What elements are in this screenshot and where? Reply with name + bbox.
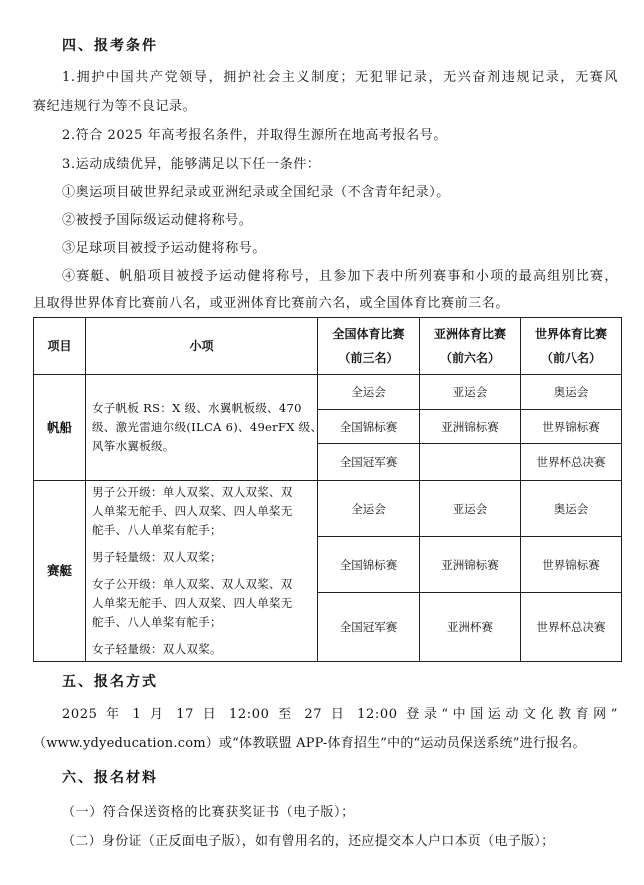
section-5-heading: 五、报名方式	[62, 674, 158, 690]
option-4-line-2: 且取得世界体育比赛前八名，或亚洲体育比赛前六名，或全国体育比赛前三名。	[33, 296, 510, 311]
header-project: 项目	[34, 318, 86, 375]
sailing-world-1: 奥运会	[521, 375, 622, 410]
sailing-national-3: 全国冠军赛	[318, 444, 420, 481]
rowing-asian-2: 亚洲锦标赛	[420, 537, 521, 593]
project-sailing: 帆船	[34, 375, 86, 481]
sailing-world-3: 世界杯总决赛	[521, 444, 622, 481]
sailing-item-line: 风筝水翼板级。	[92, 439, 175, 453]
option-2: ②被授予国际级运动健将称号。	[62, 213, 253, 228]
option-3: ③足球项目被授予运动健将称号。	[62, 241, 267, 256]
section-6-heading: 六、报名材料	[62, 770, 158, 786]
header-asian-rank: （前六名）	[439, 351, 500, 365]
sailing-items	[86, 375, 323, 481]
rowing-national-1: 全运会	[318, 481, 420, 537]
option-4-line-1: ④赛艇、帆船项目被授予运动健将称号，且参加下表中所列赛事和小项的最高组别比赛，	[62, 269, 618, 284]
rowing-item-line: 人单桨无舵手、四人双桨、四人单桨无	[92, 504, 293, 518]
header-item: 小项	[86, 318, 318, 375]
table-row	[34, 375, 622, 410]
rowing-national-2: 全国锦标赛	[318, 537, 420, 593]
registration-line-2: （www.ydyeducation.com）或“体教联盟 APP-体育招生”中的“运动员保送系统”进行报名。	[33, 736, 586, 751]
rowing-item-line: 男子轻量级：双人双桨；	[92, 550, 222, 564]
sailing-world-2: 世界锦标赛	[521, 410, 622, 444]
header-asian	[420, 318, 521, 375]
condition-1-line-1: 1.拥护中国共产党领导，拥护社会主义制度；无犯罪记录，无兴奋剂违规记录，无赛风	[62, 70, 618, 85]
section-4-heading: 四、报考条件	[62, 38, 158, 54]
project-rowing: 赛艇	[34, 481, 86, 662]
sailing-asian-2: 亚洲锦标赛	[420, 410, 521, 444]
sailing-item-line: 级、激光雷迪尔级(ILCA 6)、49erFX 级、	[92, 420, 323, 434]
rowing-item-line: 舵手、八人单桨有舵手；	[92, 523, 222, 537]
header-world-title: 世界体育比赛	[534, 327, 607, 341]
condition-3: 3.运动成绩优异，能够满足以下任一条件：	[62, 157, 321, 172]
header-national-rank: （前三名）	[338, 351, 399, 365]
rowing-items	[86, 481, 318, 662]
option-1: ①奥运项目破世界纪录或亚洲纪录或全国纪录（不含青年纪录）。	[62, 185, 450, 200]
rowing-world-1: 奥运会	[521, 481, 622, 537]
header-world	[521, 318, 622, 375]
sailing-national-2: 全国锦标赛	[318, 410, 420, 444]
condition-1-line-2: 赛纪违规行为等不良记录。	[33, 99, 197, 114]
table-row	[34, 481, 622, 537]
rowing-national-3: 全国冠军赛	[318, 593, 420, 662]
rowing-world-2: 世界锦标赛	[521, 537, 622, 593]
rowing-asian-3: 亚洲杯赛	[420, 593, 521, 662]
rowing-item-line: 人单桨无舵手、四人双桨、四人单桨无	[92, 596, 293, 610]
condition-2: 2.符合 2025 年高考报名条件，并取得生源所在地高考报名号。	[62, 128, 447, 143]
sailing-item-line: 女子帆板 RS：X 级、水翼帆板级、470	[92, 401, 302, 415]
rowing-world-3: 世界杯总决赛	[521, 593, 622, 662]
sailing-asian-3	[420, 444, 521, 481]
header-world-rank: （前八名）	[540, 351, 601, 365]
table-header-row	[34, 318, 622, 375]
rowing-item-line: 舵手、八人单桨有舵手；	[92, 615, 222, 629]
sailing-national-1: 全运会	[318, 375, 420, 410]
material-1: （一）符合保送资格的比赛获奖证书（电子版）；	[62, 805, 355, 820]
rowing-item-line: 女子轻量级：双人双桨。	[92, 642, 222, 656]
rowing-asian-1: 亚运会	[420, 481, 521, 537]
header-asian-title: 亚洲体育比赛	[433, 327, 506, 341]
header-national	[318, 318, 420, 375]
competition-table	[33, 317, 622, 662]
material-2: （二）身份证（正反面电子版），如有曾用名的，还应提交本人户口本页（电子版）；	[62, 834, 555, 849]
sailing-asian-1: 亚运会	[420, 375, 521, 410]
header-national-title: 全国体育比赛	[332, 327, 405, 341]
rowing-item-line: 男子公开级：单人双桨、双人双桨、双	[92, 485, 293, 499]
registration-line-1: 2025 年 1 月 17 日 12:00 至 27 日 12:00 登录“中国运动文化教育网”	[62, 707, 618, 722]
rowing-item-line: 女子公开级：单人双桨、双人双桨、双	[92, 577, 293, 591]
